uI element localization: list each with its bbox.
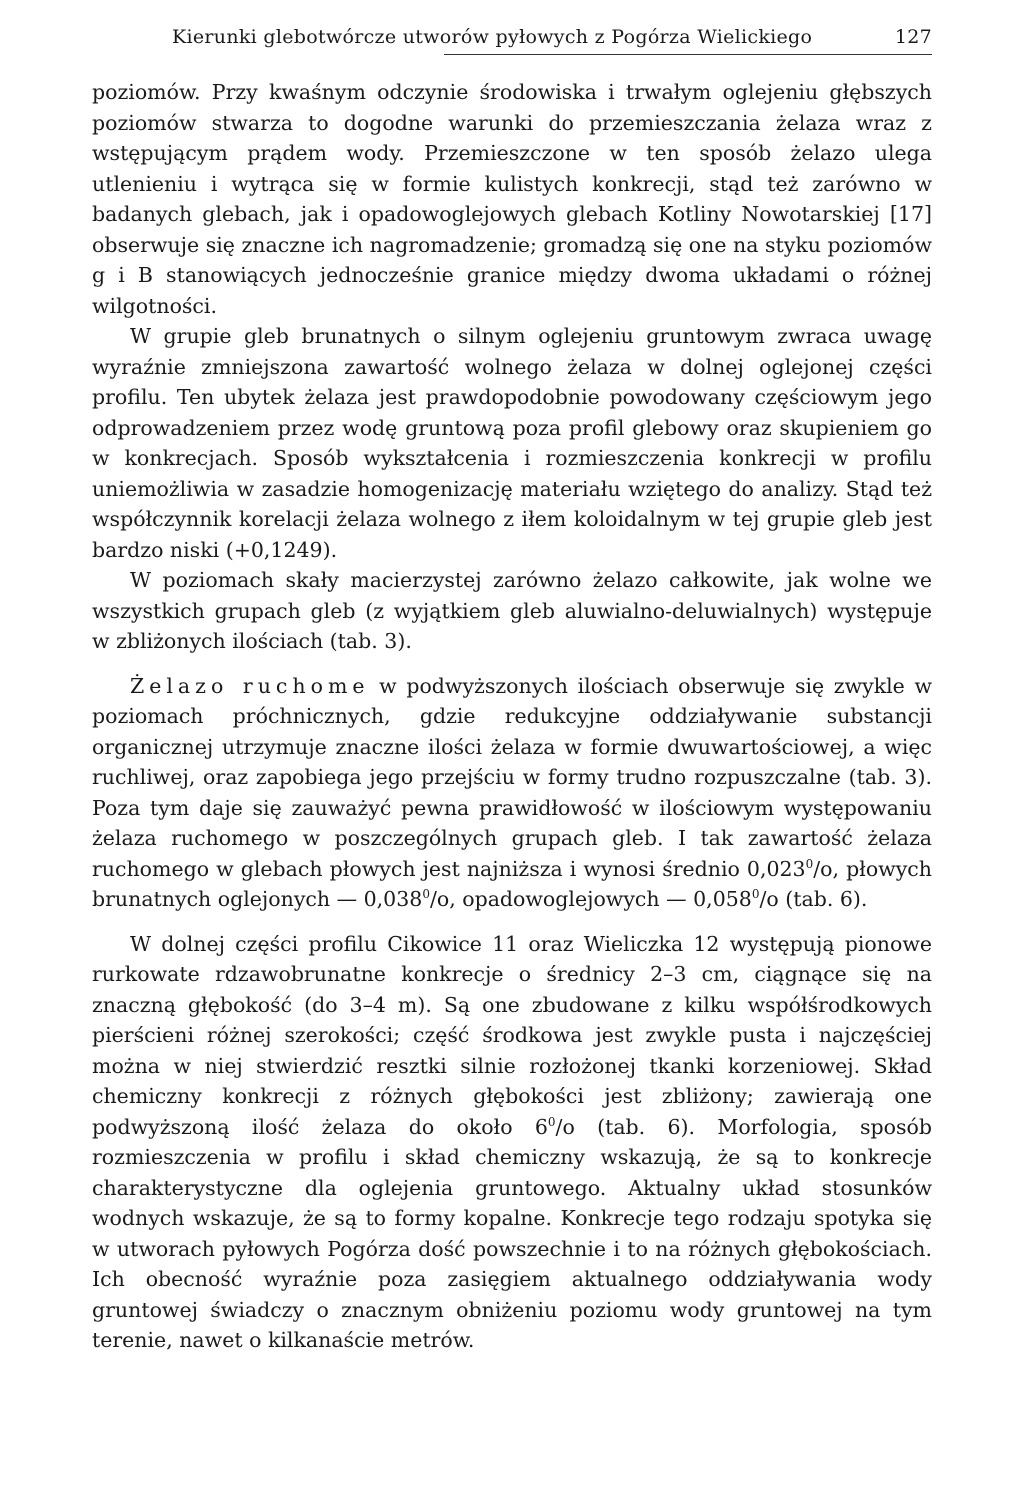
paragraph-5 xyxy=(92,929,932,1356)
percent-sup: 0 xyxy=(422,887,430,902)
percent-tail: /o xyxy=(555,1114,575,1139)
paragraph-5-text-b: (tab. 6). Morfologia, sposób rozmieszczenia w profilu i skład chemiczny wskazują, że są to konkrecje charakterystyczne dla oglejenia gruntowego. Aktualny układ stosunków wodnych wskazuje, że są to formy kopalne. Konkrecje tego rodzaju spotyka się w utworach pyłowych Pogórza dość powszechnie i to na różnych głębokościach. Ich obecność wyraźnie poza zasięgiem aktualnego oddziaływania wody gruntowej świadczy o znacznym obniżeniu poziomu wody gruntowej na tym terenie, nawet o kilkanaście metrów. xyxy=(92,1114,932,1352)
paragraph-5-text-a: W dolnej części profilu Cikowice 11 oraz Wieliczka 12 występują pionowe rurkowate rdzawobrunatne konkrecje o średnicy 2–3 cm, ciągnące się na znaczną głębokość (do 3–4 m). Są one zbudowane z kilku współśrodkowych pierścieni różnej szerokości; część środkowa jest zwykle pusta i najczęściej można w niej stwierdzić resztki silnie rozłożonej tkanki korzeniowej. Skład chemiczny konkrecji z różnych głębokości jest zbliżony; zawierają one podwyższoną ilość żelaza do około 6 xyxy=(92,931,932,1139)
percent-tail: /o xyxy=(759,887,779,911)
paragraph-2: W grupie gleb brunatnych o silnym oglejeniu gruntowym zwraca uwagę wyraźnie zmniejszona zawartość wolnego żelaza w dolnej oglejonej części profilu. Ten ubytek żelaza jest prawdopodobnie powodowany częściowym jego odprowadzeniem przez wodę gruntową poza profil glebowy oraz skupieniem go w konkrecjach. Sposób wykształcenia i rozmieszczenia konkrecji w profilu uniemożliwia w zasadzie homogenizację materiału wziętego do analizy. Stąd też współczynnik korelacji żelaza wolnego z iłem koloidalnym w tej grupie gleb jest bardzo niski (+0,1249). xyxy=(92,324,932,562)
page xyxy=(92,26,932,1356)
running-head xyxy=(92,26,932,54)
paragraph-4-text-d: (tab. 6). xyxy=(778,887,868,911)
paragraph-4-text-c: , opadowoglejowych — 0,058 xyxy=(449,887,752,911)
paragraph-4-text-b: , płowych brunatnych oglejonych — 0,038 xyxy=(92,856,932,911)
running-title: Kierunki glebotwórcze utworów pyłowych z Pogórza Wielickiego xyxy=(172,26,813,48)
percent-tail: /o xyxy=(429,887,450,911)
percent-sup: 0 xyxy=(805,856,814,871)
percent-sup: 0 xyxy=(547,1114,556,1129)
article-body xyxy=(92,77,932,1356)
paragraph-3: W poziomach skały macierzystej zarówno żelazo całkowite, jak wolne we wszystkich grupach gleb (z wyjątkiem gleb aluwialno-deluwialnych) występuje w zbliżonych ilościach (tab. 3). xyxy=(92,568,932,653)
percent-tail: /o xyxy=(813,856,833,881)
page-number: 127 xyxy=(894,26,932,48)
percent-sup: 0 xyxy=(751,887,760,902)
paragraph-4-text-a: w podwyższonych ilościach obserwuje się zwykle w poziomach próchnicznych, gdzie redukcyjne oddziaływanie substancji organicznej utrzymuje znaczne ilości żelaza w formie dwuwartościowej, a więc ruchliwej, oraz zapobiega jego przejściu w formy trudno rozpuszczalne (tab. 3). Poza tym daje się zauważyć pewna prawidłowość w ilościowym występowaniu żelaza ruchomego w poszczególnych grupach gleb. I tak zawartość żelaza ruchomego w glebach płowych jest najniższa i wynosi średnio 0,023 xyxy=(92,673,932,881)
header-rule xyxy=(444,54,932,55)
spaced-heading: Żelazo ruchome xyxy=(130,673,370,698)
paragraph-4 xyxy=(92,671,932,915)
paragraph-1: poziomów. Przy kwaśnym odczynie środowiska i trwałym oglejeniu głębszych poziomów stwarza to dogodne warunki do przemieszczania żelaza wraz z wstępującym prądem wody. Przemieszczone w ten sposób żelazo ulega utlenieniu i wytrąca się w formie kulistych konkrecji, stąd też zarówno w badanych glebach, jak i opadowoglejowych glebach Kotliny Nowotarskiej [17] obserwuje się znaczne ich nagromadzenie; gromadzą się one na styku poziomów g i B stanowiących jednocześnie granice między dwoma układami o różnej wilgotności. xyxy=(92,80,932,318)
